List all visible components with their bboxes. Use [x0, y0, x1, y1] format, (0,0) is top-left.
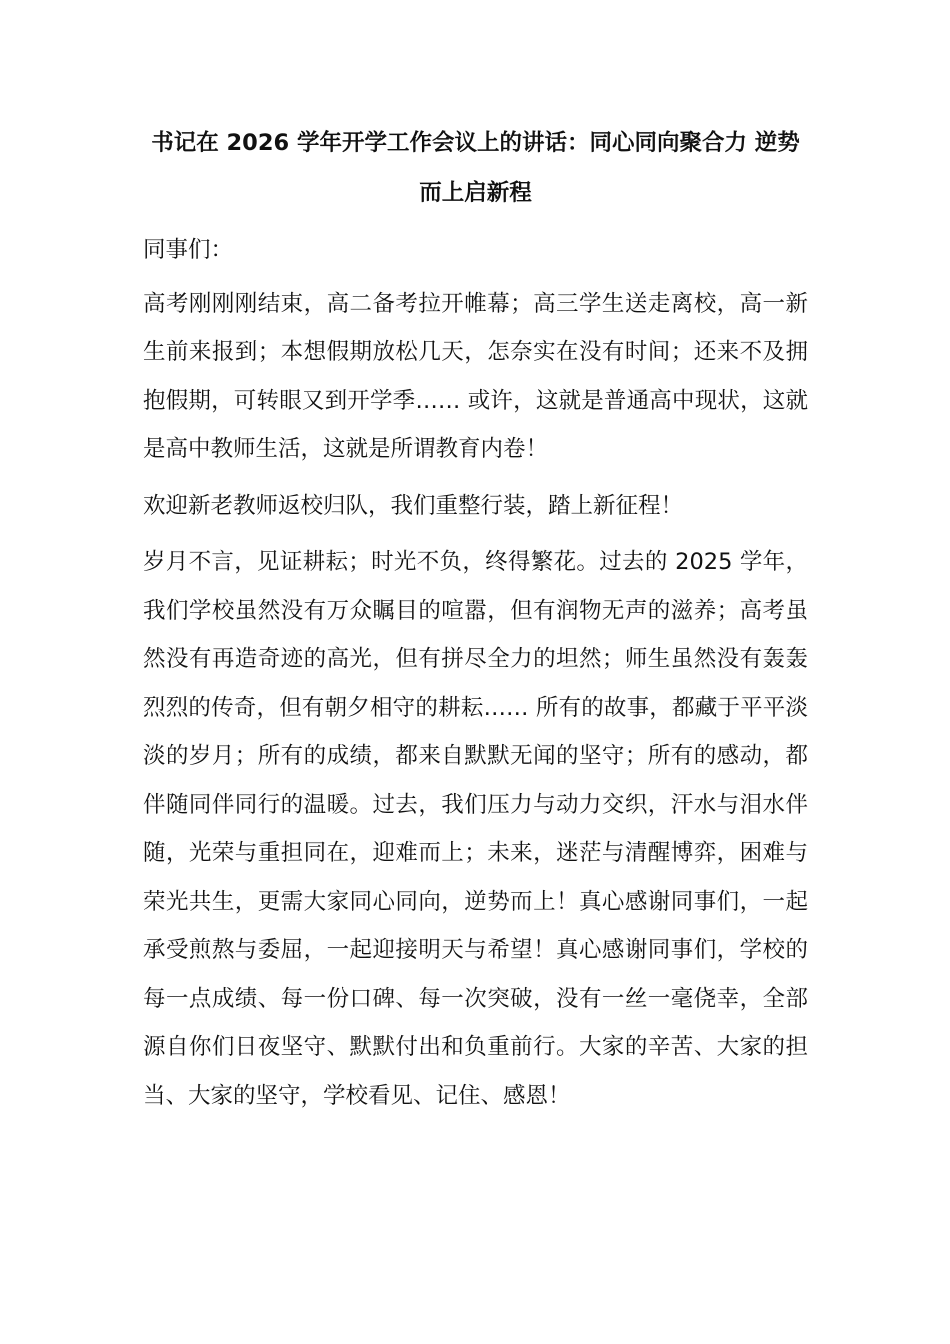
- body-paragraph-1: 高考刚刚刚结束，高二备考拉开帷幕；高三学生送走离校，高一新生前来报到；本想假期放松几天，怎奈实在没有时间；还来不及拥抱假期，可转眼又到开学季…… 或许，这就是普通高中现状，这就是高中教师生活，这就是所谓教育内卷！: [143, 290, 808, 462]
- body-paragraph-3: 岁月不言，见证耕耘；时光不负，终得繁花。过去的 2025 学年，我们学校虽然没有万众瞩目的喧嚣，但有润物无声的滋养；高考虽然没有再造奇迹的高光，但有拼尽全力的坦然；师生虽然没有轰轰烈烈的传奇，但有朝夕相守的耕耘…… 所有的故事，都藏于平平淡淡的岁月；所有的成绩，都来自默默无闻的坚守；所有的感动，都伴随同伴同行的温暖。过去，我们压力与动力交织，汗水与泪水伴随，光荣与重担同在，迎难而上；未来，迷茫与清醒博弈，困难与荣光共生，更需大家同心同向，逆势而上！真心感谢同事们，一起承受煎熬与委屈，一起迎接明天与希望！真心感谢同事们，学校的每一点成绩、每一份口碑、每一次突破，没有一丝一毫侥幸，全部源自你们日夜坚守、默默付出和负重前行。大家的辛苦、大家的担当、大家的坚守，学校看见、记住、感恩！: [143, 549, 808, 1109]
- salutation-paragraph: 同事们：: [143, 237, 234, 263]
- document-body: [143, 118, 808, 1128]
- document-title: 书记在 2026 学年开学工作会议上的讲话：同心同向聚合力 逆势而上启新程: [151, 130, 800, 206]
- body-paragraph-2: 欢迎新老教师返校归队，我们重整行装，踏上新征程！: [143, 492, 684, 519]
